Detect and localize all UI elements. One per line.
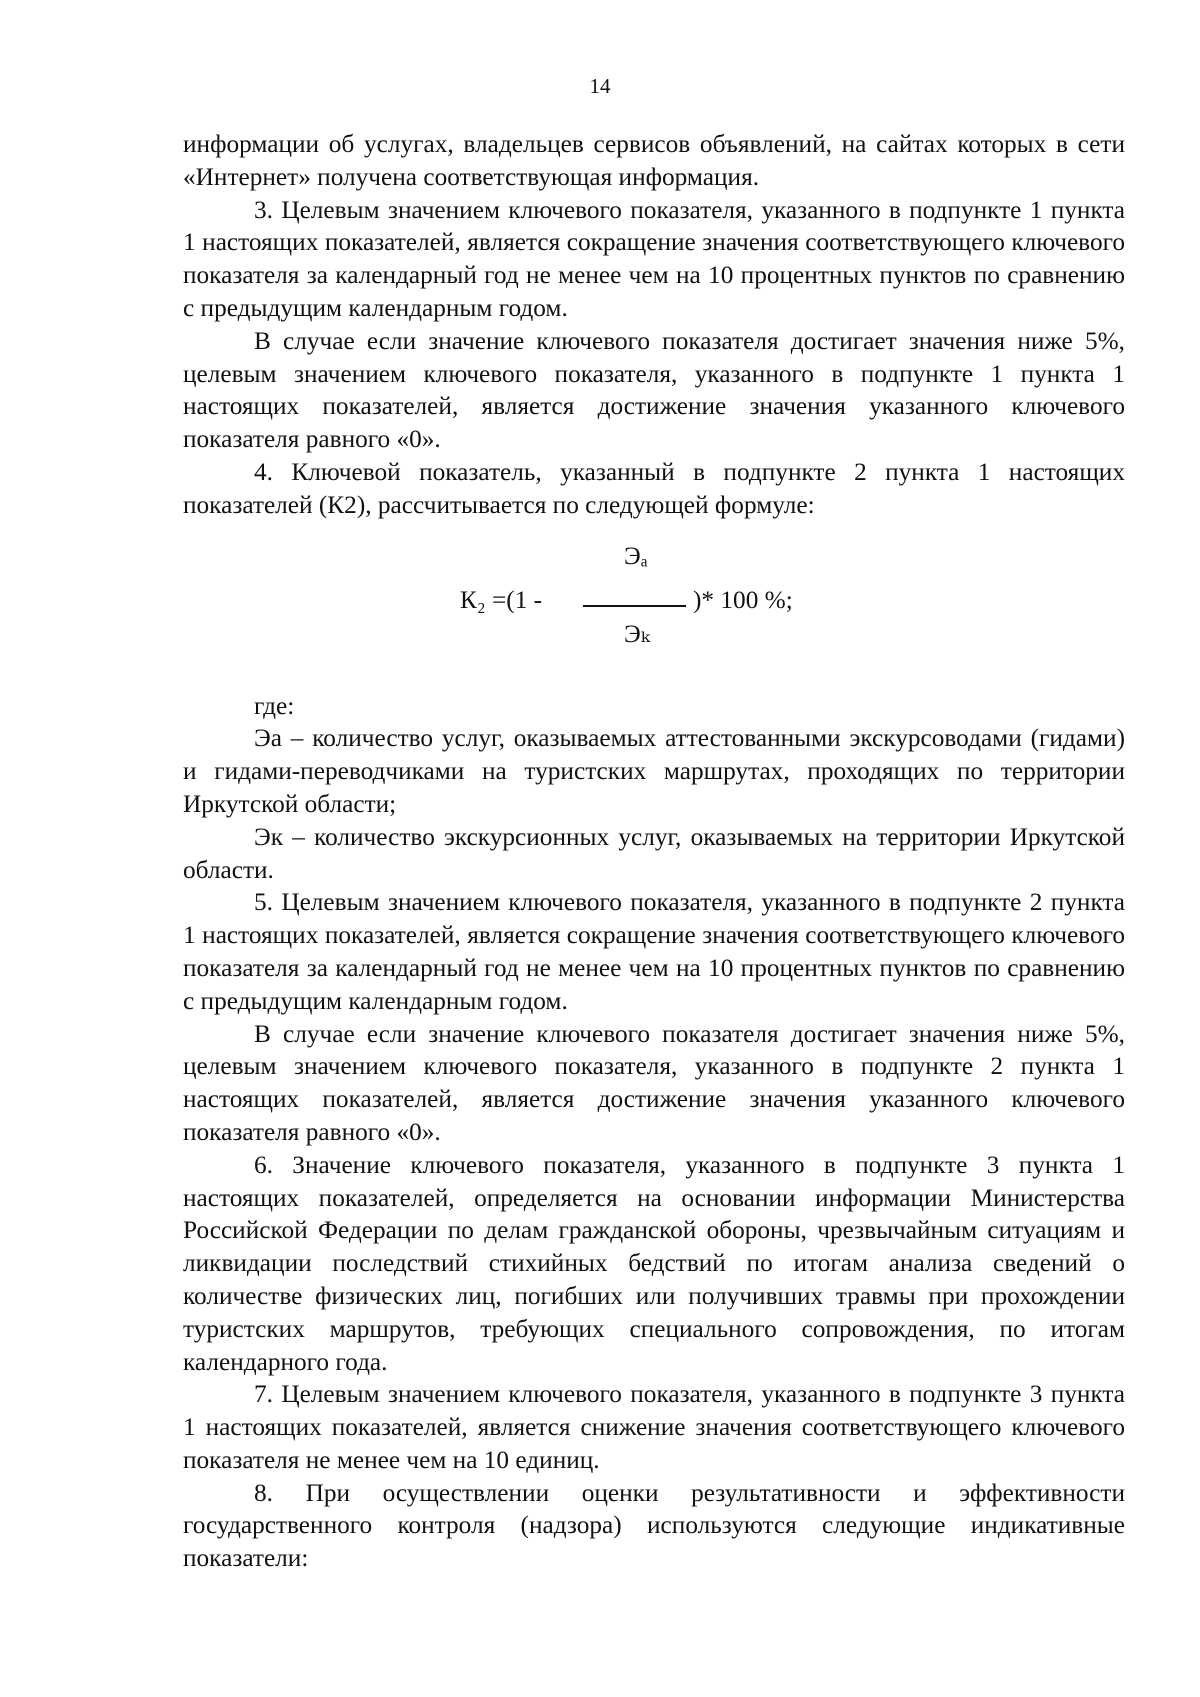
definition-ek: Эк – количество экскурсионных услуг, оказываемых на территории Иркутской области. xyxy=(183,822,1125,884)
paragraph-item-3: 3. Целевым значением ключевого показателя, указанного в подпункте 1 пункта 1 настоящих показателей, является сокращение значения соответствующего ключевого показателя за календарный год не менее чем на 10 процентных пунктов по сравнению с предыдущим календарным годом. xyxy=(183,195,1125,322)
paragraph-item-5-case: В случае если значение ключевого показателя достигает значения ниже 5%, целевым значением ключевого показателя, указанного в подпункте 2 пункта 1 настоящих показателей, является достижение значения указанного ключевого показателя равного «0». xyxy=(183,1019,1125,1146)
formula-denominator: Эₖ xyxy=(624,619,650,648)
paragraph-item-7: 7. Целевым значением ключевого показателя, указанного в подпункте 3 пункта 1 настоящих показателей, является снижение значения соответствующего ключевого показателя не менее чем на 10 единиц. xyxy=(183,1380,1125,1474)
paragraph-item-4: 4. Ключевой показатель, указанный в подпункте 2 пункта 1 настоящих показателей (К2), рассчитывается по следующей формуле: xyxy=(183,457,1125,519)
paragraph-item-3-case: В случае если значение ключевого показателя достигает значения ниже 5%, целевым значением ключевого показателя, указанного в подпункте 1 пункта 1 настоящих показателей, является достижение значения указанного ключевого показателя равного «0». xyxy=(183,326,1125,454)
page-number: 14 xyxy=(589,74,611,98)
formula-rhs: )* 100 %; xyxy=(693,585,793,614)
paragraph-continuation: информации об услугах, владельцев сервисов объявлений, на сайтах которых в сети «Интернет» получена соответствующая информация. xyxy=(183,130,1125,191)
where-label: где: xyxy=(254,691,295,720)
formula-k2 xyxy=(183,532,1125,672)
paragraph-item-8: 8. При осуществлении оценки результативности и эффективности государственного контроля (надзора) используются следующие индикативные показатели: xyxy=(183,1478,1125,1573)
paragraph-item-6: 6. Значение ключевого показателя, указанного в подпункте 3 пункта 1 настоящих показателей, определяется на основании информации Министерства Российской Федерации по делам гражданской обороны, чрезвычайным ситуациям и ликвидации последствий стихийных бедствий по итогам анализа сведений о количестве физических лиц, погибших или получивших травмы при прохождении туристских маршрутов, требующих специального сопровождения, по итогам календарного года. xyxy=(183,1150,1125,1376)
definition-ea: Эа – количество услуг, оказываемых аттестованными экскурсоводами (гидами) и гидами-переводчиками на туристских маршрутах, проходящих по территории Иркутской области; xyxy=(183,724,1125,818)
fraction-bar xyxy=(583,605,686,607)
formula-numerator: Эₐ xyxy=(624,541,648,570)
formula-lhs: К₂ =(1 - xyxy=(460,585,543,614)
document-body xyxy=(183,128,1125,1575)
paragraph-item-5: 5. Целевым значением ключевого показателя, указанного в подпункте 2 пункта 1 настоящих показателей, является сокращение значения соответствующего ключевого показателя за календарный год не менее чем на 10 процентных пунктов по сравнению с предыдущим календарным годом. xyxy=(183,888,1125,1015)
